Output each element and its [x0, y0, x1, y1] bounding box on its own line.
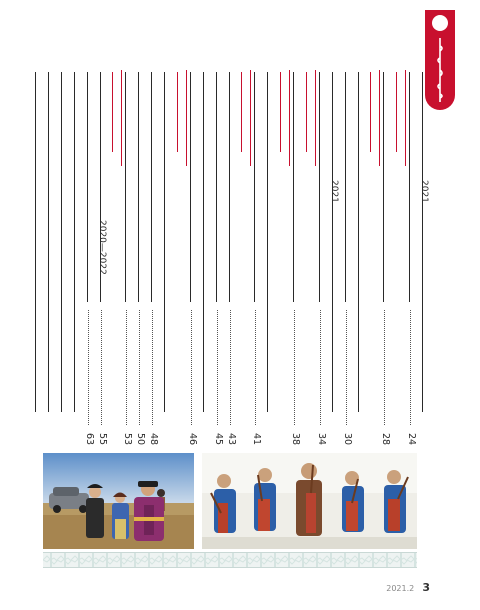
toc-entry[interactable]: [43, 70, 57, 445]
toc-dot-leader: [88, 310, 90, 425]
toc-section-heading: [172, 70, 186, 445]
section-tab-title: [433, 36, 447, 104]
toc-dot-leader: [346, 310, 348, 425]
toc-entry-year: 2020—2022: [97, 220, 107, 275]
toc-page-number: 28: [380, 432, 391, 445]
issue-number: 2021.2: [386, 584, 415, 593]
toc-entry[interactable]: [262, 70, 276, 445]
toc-section-heading: [236, 70, 250, 445]
toc-dot-leader: [384, 310, 386, 425]
toc-dot-leader: [101, 310, 103, 425]
ornament-band: [43, 552, 417, 568]
toc-section-heading: [275, 70, 289, 445]
toc-page-number: 53: [122, 432, 133, 445]
toc-page-number: 50: [135, 432, 146, 445]
toc-dot-leader: [230, 310, 232, 425]
script-stroke-icon: [267, 72, 272, 412]
script-stroke-icon: [177, 72, 182, 152]
script-stroke-icon: [203, 72, 208, 412]
toc-page-number: 63: [84, 432, 95, 445]
toc-entry-year: 2021: [419, 180, 429, 203]
toc-entry[interactable]: [404, 70, 418, 445]
toc-entry[interactable]: [314, 70, 328, 445]
ornament-pattern-icon: [43, 553, 417, 567]
script-stroke-icon: [61, 72, 66, 412]
table-of-contents: [30, 70, 430, 445]
script-stroke-icon: [319, 72, 324, 302]
script-stroke-icon: [370, 72, 375, 152]
toc-entry-year: 2021: [329, 180, 339, 203]
toc-entry[interactable]: [120, 70, 134, 445]
section-tab-badge: [432, 15, 448, 31]
toc-entry[interactable]: [211, 70, 225, 445]
toc-entry[interactable]: [133, 70, 147, 445]
toc-entry[interactable]: [198, 70, 212, 445]
script-stroke-icon: [358, 72, 363, 412]
toc-section-heading: [107, 70, 121, 445]
script-stroke-icon: [280, 72, 285, 152]
toc-section-heading: [301, 70, 315, 445]
script-stroke-icon: [35, 72, 40, 412]
toc-page-number: 30: [342, 432, 353, 445]
script-stroke-icon: [151, 72, 156, 302]
toc-entry[interactable]: [378, 70, 392, 445]
toc-page-number: 45: [213, 432, 224, 445]
toc-entry[interactable]: [340, 70, 354, 445]
toc-entry[interactable]: [82, 70, 96, 445]
toc-page-number: 43: [226, 432, 237, 445]
toc-dot-leader: [410, 310, 412, 425]
toc-dot-leader: [191, 310, 193, 425]
page-number: 3: [422, 581, 430, 594]
script-stroke-icon: [125, 72, 130, 302]
script-stroke-icon: [190, 72, 195, 302]
toc-entry[interactable]: [146, 70, 160, 445]
script-stroke-icon: [306, 72, 311, 152]
toc-page-number: 41: [251, 432, 262, 445]
toc-section-heading: [391, 70, 405, 445]
toc-page-number: 55: [97, 432, 108, 445]
script-stroke-icon: [409, 72, 414, 302]
script-stroke-icon: [229, 72, 234, 302]
script-stroke-icon: [396, 72, 401, 152]
script-stroke-icon: [345, 72, 350, 302]
toc-dot-leader: [217, 310, 219, 425]
script-stroke-icon: [293, 72, 298, 302]
toc-entry[interactable]: [30, 70, 44, 445]
toc-section-heading: [365, 70, 379, 445]
toc-entry[interactable]: [159, 70, 173, 445]
toc-dot-leader: [152, 310, 154, 425]
script-stroke-icon: [383, 72, 388, 302]
toc-entry[interactable]: [327, 70, 341, 445]
script-stroke-icon: [216, 72, 221, 302]
script-stroke-icon: [87, 72, 92, 302]
toc-entry[interactable]: [288, 70, 302, 445]
toc-dot-leader: [139, 310, 141, 425]
script-stroke-icon: [241, 72, 246, 152]
toc-entry[interactable]: [69, 70, 83, 445]
page-footer: [385, 576, 430, 594]
toc-entry[interactable]: [185, 70, 199, 445]
toc-page-number: 38: [290, 432, 301, 445]
toc-dot-leader: [294, 310, 296, 425]
script-stroke-icon: [48, 72, 53, 412]
photo-morin-khuur-ensemble: [202, 453, 417, 549]
toc-dot-leader: [255, 310, 257, 425]
toc-dot-leader: [320, 310, 322, 425]
script-stroke-icon: [164, 72, 169, 412]
toc-page-number: 24: [406, 432, 417, 445]
toc-page-number: 48: [148, 432, 159, 445]
script-stroke-icon: [332, 72, 337, 412]
script-stroke-icon: [74, 72, 79, 412]
script-stroke-icon: [112, 72, 117, 152]
toc-entry[interactable]: [417, 70, 431, 445]
script-stroke-icon: [422, 72, 427, 412]
toc-entry[interactable]: [249, 70, 263, 445]
photo-family-grassland: [43, 453, 194, 549]
toc-page-number: 34: [316, 432, 327, 445]
script-stroke-icon: [138, 72, 143, 302]
toc-entry[interactable]: [56, 70, 70, 445]
toc-page-number: 46: [187, 432, 198, 445]
script-stroke-icon: [254, 72, 259, 302]
toc-dot-leader: [126, 310, 128, 425]
